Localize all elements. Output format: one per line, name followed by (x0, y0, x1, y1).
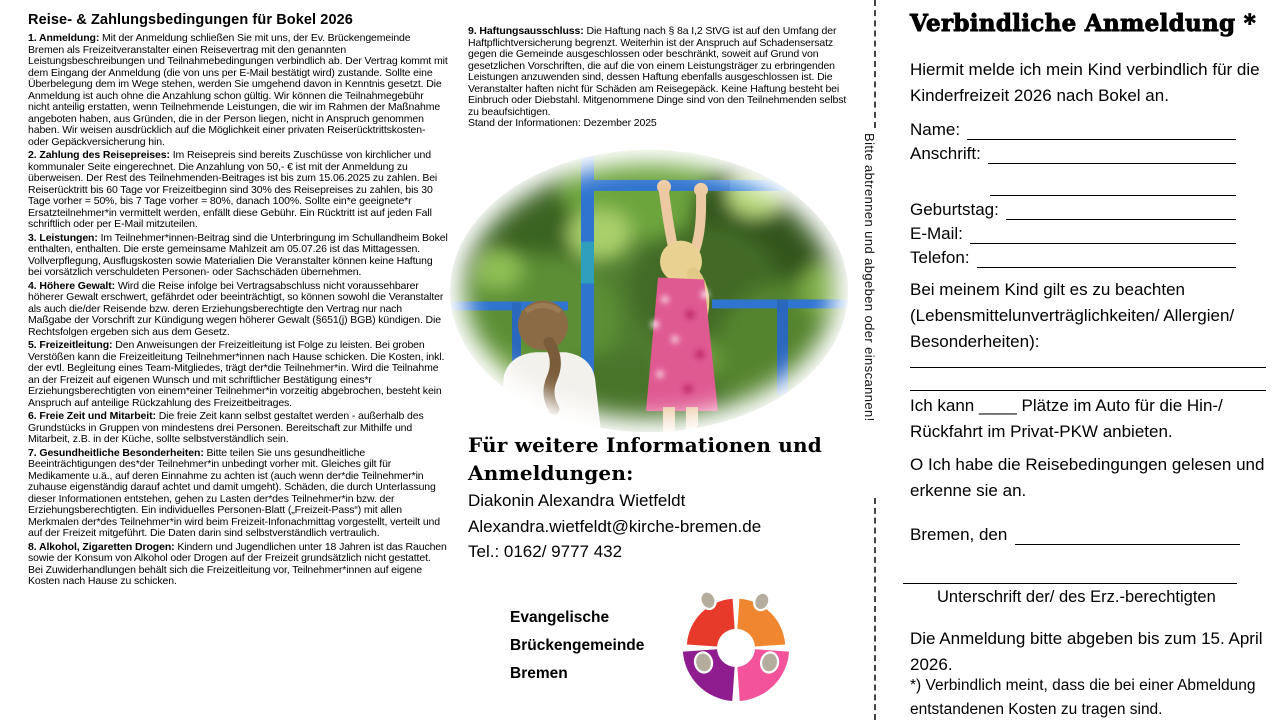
field-spacer (910, 164, 1236, 172)
field-address-blank (988, 163, 1236, 164)
field-address (910, 140, 1236, 164)
field-email-blank (970, 243, 1236, 244)
terms-section-3: 3. Leistungen: Im Teilnehmer*innen-Beitrag sind die Unterbringung im Schullandheim Bokel enthalten, enthalten. Die erste gemeinsame Mahlzeit am 05.07.26 ist das Mittagessen. Vollverpflegung, Ausflugskosten sowie Materialien Die Veranstalter können keine Haftung bei vorsätzlich verschuldeten Personen- oder Sachschäden übernehmen. (28, 231, 448, 278)
church-logo-icon (680, 582, 792, 716)
terms-section-2: 2. Zahlung des Reisepreises: Im Reisepreis sind bereits Zuschüsse von kirchlicher und kommunaler Seite eingerechnet. Die Anzahlung von 50,- € ist mit der Anmeldung zu überweisen. Der Rest des Teilnehmenden-Beitrages ist bis zum 15.06.2025 zu zahlen. Bei Reiserücktritt bis 60 Tage vor Freizeitbeginn sind 30% des Reisepreises zu zahlen, bis 30 Tage vorher = 50%, bis 7 Tage vorher = 80%, danach 100%. Sollte ein*e geeignete*r Ersatzteilnehmer*in vermittelt werden, enfällt diese Gebühr. Ein Rücktritt ist auf jeden Fall schriftlich oder per E-Mail mitzuteilen. (28, 149, 438, 230)
field-phone (910, 244, 1236, 268)
terms-section-1: 1. Anmeldung: Mit der Anmeldung schließen Sie mit uns, der Ev. Brückengemeinde Bremen als Freizeitveranstalter einen Reisevertrag mit den genannten Leistungsbeschreibungen und Teilnahmebedingungen verbindlich ab. Der Vertrag kommt mit dem Eingang der Anmeldung (die von uns per E-Mail bestätigt wird) zustande. Sollte eine Überbelegung dem im Wege stehen, werden Sie umgehend davon in Kenntnis gesetzt. Die Anmeldung ist auch ohne die Anzahlung schon gültig. Wir können die Teilnahmegebühr nicht anteilig erstatten, wenn Teilnehmende Leistungen, die wir im Rahmen der Maßnahme angeboten haben, aus Gründen, die in der Person liegen, nicht in Anspruch genommen haben. Wir weisen ausdrücklich auf die Möglichkeit einer privaten Reiserücktrittskosten- oder Gepäckversicherung hin. (28, 32, 448, 148)
playground-photo-art (450, 150, 848, 432)
contact-heading: Für weitere Informationen und Anmeldungen: (468, 433, 822, 485)
contact-block (468, 488, 868, 565)
city-date-blank (1015, 544, 1240, 545)
cut-line-instruction: Bitte abtrennen und abgeben oder einscannen! (862, 133, 877, 422)
contact-email: Alexandra.wietfeldt@kirche-bremen.de (468, 516, 762, 536)
checkbox-circle: O (910, 455, 924, 474)
city-date-label: Bremen, den (910, 525, 1008, 544)
terms-section-6: 6. Freie Zeit und Mitarbeit: Die freie Zeit kann selbst gestaltet werden - außerhalb des Grundstücks in Gruppen von mindestens drei Personen. Bereitschaft zur Mithilfe und Mitarbeit, z.B. in der Küche, sollte selbstverständlich sein. (28, 410, 424, 445)
field-address-line2-blank (990, 195, 1236, 196)
organization-name: Evangelische Brückengemeinde Bremen (510, 609, 645, 682)
field-email (910, 220, 1236, 244)
field-phone-label: Telefon: (910, 248, 970, 267)
terms-section-8: 8. Alkohol, Zigaretten Drogen: Kindern und Jugendlichen unter 18 Jahren ist das Rauchen sowie der Konsum von Alkohol oder Drogen auf der Freizeit grundsätzlich nicht gestattet. Bei Zuwiderhandlungen behält sich die Freizeitleitung vor, Teilnehmer*innen auf eigene Kosten nach Hause zu schicken. (28, 540, 447, 587)
field-name (910, 116, 1236, 140)
registration-title: Verbindliche Anmeldung * (910, 10, 1257, 37)
field-address-line2 (910, 172, 1236, 196)
terms-section-5: 5. Freizeitleitung: Den Anweisungen der Freizeitleitung ist Folge zu leisten. Bei groben Verstößen kann die Freizeitleitung Teilnehmer*innen nach Hause schicken. Die Kosten, inkl. der evtl. Begleitung eines Team-Mitgliedes, trägt der*die Teilnehmer*in. Wird die Teilnahme an der Freizeit auf eigenen Wunsch und mit schriftlicher Bestätigung eines*r Erziehungsberechtigten von einem*einer Teilnehmer*in vorzeitig abgebrochen, besteht kein Anspruch auf anteilige Rückzahlung des Freizeitbeitrages. (28, 339, 445, 409)
terms-title: Reise- & Zahlungsbedingungen für Bokel 2026 (28, 12, 353, 28)
field-birthday-blank (1006, 219, 1236, 220)
terms-section-4: 4. Höhere Gewalt: Wird die Reise infolge bei Vertragsabschluss nicht voraussehbarer höherer Gewalt erschwert, gefährdet oder beeinträchtigt, so können sowohl die Veranstalter als auch die/der Reisende bzw. deren Erziehungsberechtigte den Vertrag nur nach Maßgabe der Vorschrift zur Kündigung wegen höherer Gewalt (§651(j) BGB) kündigen. Die Rechtsfolgen ergeben sich aus dem Gesetz. (28, 279, 444, 338)
field-name-blank (967, 139, 1236, 140)
signature-label: Unterschrift der/ des Erz.-berechtigten (937, 588, 1216, 606)
terms-section-7: 7. Gesundheitliche Besonderheiten: Bitte teilen Sie uns gesundheitliche Beeinträchtigungen des*der Teilnehmer*in unbedingt vorher mit. Gleiches gilt für Medikamente u.ä., auf deren Einnahme zu achten ist (auch wenn der*die Teilnehmer*in zuhause eigenständig darauf achtet und damit umgeht). Schäden, die durch Unterlassung dieser Informationen entstehen, gehen zu Lasten der*des Teilnehmer*in bzw. der Erziehungsberechtigten. Ein individuelles Personen-Blatt („Freizeit-Pass“) mit allen Merkmalen der*des Teilnehmer*in wird beim Freizeit-Infonachmittag vorgestellt, verteilt und auf der Freizeit mitgeführt. Die Daten darin sind selbstverständlich vertraulich. (28, 446, 440, 539)
city-date-row (910, 521, 1240, 545)
terms-section-9: 9. Haftungsausschluss: Die Haftung nach § 8a I,2 StVG ist auf den Umfang der Haftpflichtversicherung begrenzt. Weiterhin ist der Anspruch auf Schadensersatz gegen die Gemeinde ausgeschlossen oder beschränkt, soweit auf Grund von gesetzlichen Vorschriften, die auf die von einem Leistungsträger zu erbringenden Leistungen anzuwenden sind, dessen Haftung ebenfalls ausgeschlossen ist. Die Veranstalter haften nicht für Schäden am Reisegepäck. Keine Haftung besteht bei Einbruch oder Diebstahl. Mitgenommene Dinge sind von den Teilnehmenden selbst zu beaufsichtigen. Stand der Informationen: Dezember 2025 (468, 26, 858, 130)
terms-acceptance-text: Ich habe die Reisebedingungen gelesen und erkenne sie an. (910, 455, 1265, 500)
playground-photo (450, 150, 848, 432)
deadline-text: Die Anmeldung bitte abgeben bis zum 15. April 2026. (910, 629, 1263, 674)
signature-line (903, 583, 1237, 584)
registration-fields (910, 116, 1236, 268)
footnote-text: *) Verbindlich meint, dass die bei einer Abmeldung entstandenen Kosten zu tragen sind. (910, 677, 1256, 718)
contact-phone: Tel.: 0162/ 9777 432 (468, 542, 623, 561)
field-birthday (910, 196, 1236, 220)
cut-line-dashes-top (874, 0, 876, 128)
field-address-label: Anschrift: (910, 144, 981, 163)
information-date: Stand der Informationen: Dezember 2025 (468, 117, 657, 129)
notes-label: Bei meinem Kind gilt es zu beachten (Lebensmittelunverträglichkeiten/ Allergien/ Besonderheiten): (910, 280, 1235, 351)
car-seats-text: Ich kann ____ Plätze im Auto für die Hin-/ Rückfahrt im Privat-PKW anbieten. (910, 396, 1223, 441)
field-birthday-label: Geburtstag: (910, 200, 999, 219)
contact-person: Diakonin Alexandra Wietfeldt (468, 491, 686, 510)
notes-blank-line-1 (910, 367, 1266, 368)
terms-acceptance-row (910, 452, 1278, 504)
registration-intro: Hiermit melde ich mein Kind verbindlich für die Kinderfreizeit 2026 nach Bokel an. (910, 60, 1260, 105)
cut-line-dashes-bottom (874, 498, 876, 720)
field-name-label: Name: (910, 120, 961, 139)
field-email-label: E-Mail: (910, 224, 963, 243)
terms-column (28, 12, 448, 590)
notes-blank-line-2 (910, 390, 1266, 391)
field-phone-blank (977, 267, 1236, 268)
